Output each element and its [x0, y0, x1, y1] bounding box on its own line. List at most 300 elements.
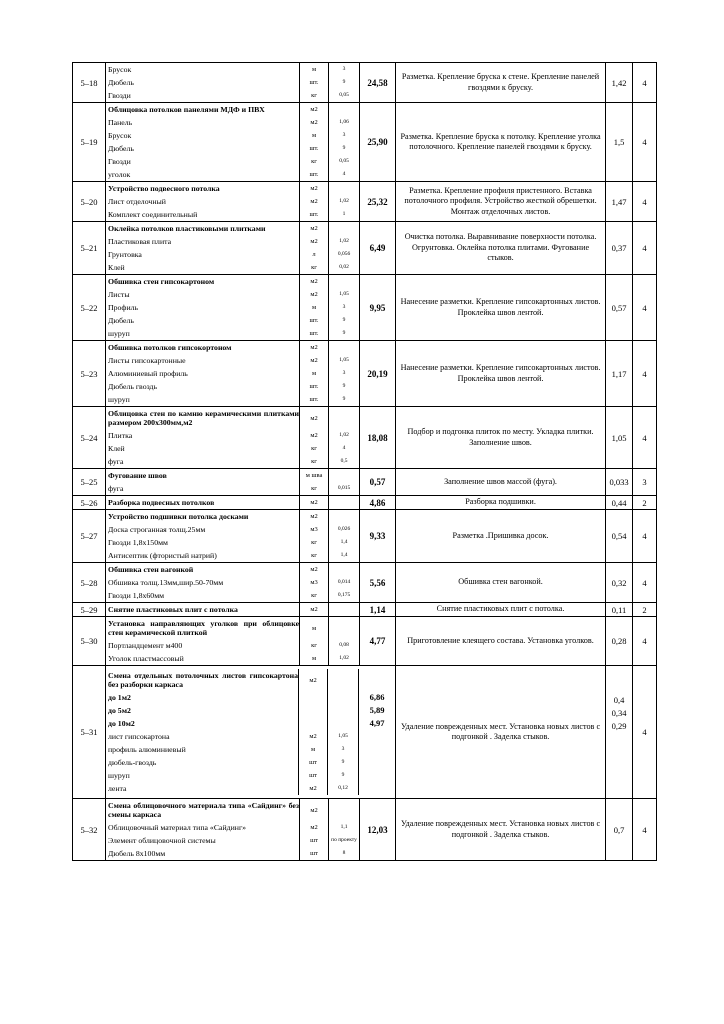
items-table	[106, 563, 359, 602]
norm-subrow	[606, 785, 632, 798]
material-qty: 0,05	[329, 155, 360, 168]
item-row	[106, 510, 359, 523]
material-qty	[328, 717, 359, 730]
material-qty	[329, 617, 360, 639]
material-unit	[299, 691, 328, 704]
item-row	[106, 769, 395, 782]
material-unit: м	[300, 129, 329, 142]
row-price: 25,32	[360, 182, 396, 222]
material-name: Дюбель	[108, 144, 134, 153]
material-qty: 1,06	[329, 116, 360, 129]
item-row	[106, 235, 359, 248]
norms-table	[72, 62, 657, 861]
row-grade: 4	[633, 617, 657, 666]
item-row	[106, 782, 395, 795]
material-name: Дюбель 8х100мм	[108, 849, 166, 858]
row-description: Снятие пластиковых плит с потолка.	[396, 603, 606, 617]
row-norm: 1,47	[606, 182, 633, 222]
table-row	[73, 617, 657, 666]
material-unit: м шва	[300, 469, 329, 482]
item-row	[106, 168, 359, 181]
table-row	[73, 341, 657, 407]
row-description: Нанесение разметки. Крепление гипсокартонных листов. Проклейка швов лентой.	[396, 341, 606, 407]
material-qty: 9	[328, 769, 359, 782]
sub-norm	[606, 759, 632, 772]
material-name: Обшивка толщ.13мм,шир.50-70мм	[108, 578, 224, 587]
row-items	[106, 63, 360, 103]
item-row	[106, 288, 359, 301]
sub-norm: 0,4	[613, 695, 625, 705]
row-description: Заполнение швов массой (фуга).	[396, 469, 606, 496]
table-row	[73, 182, 657, 222]
row-norm: 1,42	[606, 63, 633, 103]
items-table	[106, 669, 395, 795]
material-name: Алюминиевый профиль	[108, 369, 188, 378]
row-items	[106, 496, 360, 510]
row-price: 9,95	[360, 275, 396, 341]
material-unit: м	[300, 63, 329, 76]
material-unit: кг	[300, 155, 329, 168]
row-grade: 3	[633, 469, 657, 496]
row-grade: 4	[633, 222, 657, 275]
row-items	[106, 469, 360, 496]
work-title: Облицовка стен по камню керамическими плитками размером 200х300мм,м2	[108, 409, 300, 427]
material-unit: м2	[300, 195, 329, 208]
item-row	[106, 195, 359, 208]
material-unit: м2	[300, 103, 329, 116]
material-name: Брусок	[108, 131, 132, 140]
material-qty: 3	[329, 129, 360, 142]
material-qty: 0,015	[329, 482, 360, 495]
items-table	[106, 103, 359, 181]
table-row	[73, 666, 657, 799]
item-row	[106, 799, 359, 821]
items-table	[106, 603, 359, 616]
items-table	[106, 222, 359, 274]
row-grade: 4	[633, 275, 657, 341]
table-row	[73, 469, 657, 496]
material-unit	[299, 717, 328, 730]
material-unit: кг	[300, 589, 329, 602]
item-row	[106, 103, 359, 116]
material-name: Дюбель	[108, 78, 134, 87]
item-row	[106, 341, 359, 354]
material-qty	[329, 799, 360, 821]
material-unit: м2	[300, 288, 329, 301]
row-description: Разметка. Крепление бруска к стене. Крепление панелей гвоздями к бруску.	[396, 63, 606, 103]
material-unit: м	[299, 743, 328, 756]
material-name: Гвозди	[108, 157, 131, 166]
item-row	[106, 704, 395, 717]
work-title: Обшивка стен вагонкой	[108, 565, 194, 574]
material-qty	[329, 103, 360, 116]
row-description: Очистка потолка. Выравнивание поверхности потолка. Огрунтовка. Оклейка потолка плитами. Фугование стыков.	[396, 222, 606, 275]
material-qty: 0,026	[329, 523, 360, 536]
row-code: 5–32	[73, 799, 106, 861]
material-qty: 3	[329, 367, 360, 380]
material-qty: 0,175	[329, 589, 360, 602]
material-unit: шт	[300, 834, 329, 847]
row-description: Обшивка стен вагонкой.	[396, 563, 606, 603]
norm-subrow	[606, 666, 632, 694]
material-qty: 9	[329, 76, 360, 89]
material-name: Грунтовка	[108, 250, 142, 259]
row-description: Разметка. Крепление бруска к потолку. Крепление уголка потолочного. Крепление панелей гвоздями к бруску.	[396, 103, 606, 182]
item-row	[106, 301, 359, 314]
material-name: профиль алюминиевый	[108, 745, 186, 754]
material-qty: 4	[329, 168, 360, 181]
material-qty: 9	[329, 314, 360, 327]
row-code: 5–20	[73, 182, 106, 222]
item-row	[106, 275, 359, 288]
row-code: 5–19	[73, 103, 106, 182]
sub-price	[359, 782, 396, 795]
row-code: 5–23	[73, 341, 106, 407]
sub-price: 6,86	[359, 691, 396, 704]
row-items	[106, 103, 360, 182]
material-qty	[329, 563, 360, 576]
material-name: шуруп	[108, 395, 130, 404]
material-unit: м2	[299, 669, 328, 691]
item-row	[106, 469, 359, 482]
material-name: лист гипсокартона	[108, 732, 170, 741]
row-norm: 1,5	[606, 103, 633, 182]
item-row	[106, 76, 359, 89]
items-table	[106, 63, 359, 102]
items-table	[106, 275, 359, 340]
item-row	[106, 496, 359, 509]
item-row	[106, 429, 359, 442]
material-unit: м2	[300, 496, 329, 509]
material-qty: 9	[328, 756, 359, 769]
material-name: Листы	[108, 290, 130, 299]
material-qty: 3	[329, 301, 360, 314]
row-price: 20,19	[360, 341, 396, 407]
material-unit: шт.	[300, 327, 329, 340]
material-unit: м2	[300, 182, 329, 195]
row-code: 5–29	[73, 603, 106, 617]
row-grade: 4	[633, 407, 657, 469]
material-unit: м2	[300, 407, 329, 429]
material-unit: шт	[299, 756, 328, 769]
row-description: Приготовление клеящего состава. Установка уголков.	[396, 617, 606, 666]
row-items	[106, 617, 360, 666]
material-unit: кг	[300, 89, 329, 102]
work-title: Установка направляющих уголков при облицовке стен керамической плиткой	[108, 619, 300, 637]
work-title: Обшивка стен гипсокартоном	[108, 277, 215, 286]
row-norm: 0,7	[606, 799, 633, 861]
material-qty: 1,02	[329, 235, 360, 248]
material-qty	[329, 341, 360, 354]
material-name: Листы гипсокартонные	[108, 356, 186, 365]
row-norm: 0,57	[606, 275, 633, 341]
material-name: Антисептик (фтористый натрий)	[108, 551, 217, 560]
material-unit: м2	[300, 603, 329, 616]
material-qty	[329, 222, 360, 235]
material-unit: кг	[300, 639, 329, 652]
material-qty: 0,02	[329, 261, 360, 274]
row-items	[106, 666, 396, 799]
material-name: Клей	[108, 263, 125, 272]
row-grade: 4	[633, 63, 657, 103]
sub-price: 4,97	[359, 717, 396, 730]
item-row	[106, 482, 359, 495]
material-unit	[299, 704, 328, 717]
material-unit: кг	[300, 482, 329, 495]
row-items	[106, 222, 360, 275]
row-description: Нанесение разметки. Крепление гипсокартонных листов. Проклейка швов лентой.	[396, 275, 606, 341]
material-unit: м	[300, 367, 329, 380]
item-row	[106, 743, 395, 756]
item-row	[106, 327, 359, 340]
material-name: Лист отделочный	[108, 197, 166, 206]
material-name: шуруп	[108, 329, 130, 338]
item-row	[106, 182, 359, 195]
material-unit: кг	[300, 536, 329, 549]
item-row	[106, 89, 359, 102]
row-items	[106, 799, 360, 861]
material-unit: м	[300, 652, 329, 665]
row-items	[106, 182, 360, 222]
row-grade: 4	[633, 182, 657, 222]
material-name: Брусок	[108, 65, 132, 74]
material-qty	[328, 669, 359, 691]
row-code: 5–30	[73, 617, 106, 666]
material-name: Панель	[108, 118, 133, 127]
material-unit: м2	[299, 782, 328, 795]
item-row	[106, 652, 359, 665]
item-row	[106, 129, 359, 142]
material-name: Плитка	[108, 431, 133, 440]
material-qty: 1,02	[329, 429, 360, 442]
row-grade: 4	[633, 563, 657, 603]
material-name: Дюбель гвоздь	[108, 382, 158, 391]
material-unit: шт.	[300, 76, 329, 89]
material-name: лента	[108, 784, 127, 793]
row-price: 0,57	[360, 469, 396, 496]
norm-subrow	[606, 759, 632, 772]
item-row	[106, 63, 359, 76]
item-row	[106, 549, 359, 562]
material-name: шуруп	[108, 771, 130, 780]
material-qty: 1,02	[329, 195, 360, 208]
material-unit: шт.	[300, 380, 329, 393]
row-grade: 4	[633, 103, 657, 182]
item-row	[106, 639, 359, 652]
sub-price	[359, 669, 396, 691]
material-name: Комплект соединительный	[108, 210, 198, 219]
row-norm: 0,28	[606, 617, 633, 666]
material-unit: м2	[299, 730, 328, 743]
material-unit: кг	[300, 442, 329, 455]
table-row	[73, 510, 657, 563]
norm-subrow	[606, 707, 632, 720]
material-name: Доска строганная толщ.25мм	[108, 525, 206, 534]
item-row	[106, 756, 395, 769]
row-norm: 0,11	[606, 603, 633, 617]
row-code: 5–21	[73, 222, 106, 275]
items-table	[106, 496, 359, 509]
material-name: Клей	[108, 444, 125, 453]
row-items	[106, 275, 360, 341]
material-qty: 3	[328, 743, 359, 756]
norm-subrow	[606, 733, 632, 746]
material-name: до 5м2	[108, 706, 131, 715]
item-row	[106, 261, 359, 274]
sub-norm	[606, 733, 632, 746]
work-title: Обшивка потолков гипсокортоном	[108, 343, 232, 352]
item-row	[106, 155, 359, 168]
row-description: Разметка .Пришивка досок.	[396, 510, 606, 563]
row-price: 4,86	[360, 496, 396, 510]
sub-norm: 0,29	[611, 721, 627, 731]
row-grade: 2	[633, 496, 657, 510]
table-row	[73, 407, 657, 469]
work-title: Фугование швов	[108, 471, 167, 480]
item-row	[106, 142, 359, 155]
material-qty: 1,05	[329, 288, 360, 301]
material-unit: м2	[300, 821, 329, 834]
row-grade: 4	[633, 510, 657, 563]
work-title: Снятие пластиковых плит с потолка	[108, 605, 238, 614]
material-unit: м2	[300, 116, 329, 129]
item-row	[106, 717, 395, 730]
items-table	[106, 510, 359, 562]
material-name: фуга	[108, 484, 124, 493]
material-unit: шт	[299, 769, 328, 782]
material-name: до 10м2	[108, 719, 135, 728]
row-code: 5–28	[73, 563, 106, 603]
sub-norm	[606, 785, 632, 798]
row-price: 12,03	[360, 799, 396, 861]
material-unit: шт.	[300, 393, 329, 406]
material-unit: кг	[300, 261, 329, 274]
material-name: уголок	[108, 170, 131, 179]
items-table	[106, 407, 359, 468]
row-norm: 0,44	[606, 496, 633, 510]
material-name: Портландцемент м400	[108, 641, 183, 650]
material-qty: 8	[329, 847, 360, 860]
row-code: 5–18	[73, 63, 106, 103]
material-qty	[329, 603, 360, 616]
material-unit: м	[300, 301, 329, 314]
material-name: Гвозди 1,8х150мм	[108, 538, 168, 547]
row-norm: 1,05	[606, 407, 633, 469]
material-qty	[328, 691, 359, 704]
row-code: 5–27	[73, 510, 106, 563]
sub-norm: 0,34	[611, 708, 627, 718]
norm-subtable	[606, 666, 632, 798]
material-qty: 9	[329, 380, 360, 393]
material-unit: м2	[300, 341, 329, 354]
material-qty: 0,08	[329, 639, 360, 652]
material-qty: 1,1	[329, 821, 360, 834]
material-name: Облицовочный материал типа «Сайдинг»	[108, 823, 247, 832]
item-row	[106, 536, 359, 549]
row-items	[106, 510, 360, 563]
material-name: фуга	[108, 457, 124, 466]
item-row	[106, 455, 359, 468]
row-code: 5–24	[73, 407, 106, 469]
row-code: 5–26	[73, 496, 106, 510]
material-qty: 4	[329, 442, 360, 455]
work-title: Смена облицовочного материала типа «Сайдинг» без смены каркаса	[108, 801, 300, 819]
work-title: Устройство подшивки потолка досками	[108, 512, 249, 521]
item-row	[106, 380, 359, 393]
item-row	[106, 523, 359, 536]
material-qty	[329, 275, 360, 288]
item-row	[106, 603, 359, 616]
material-unit: м2	[300, 235, 329, 248]
sub-price	[359, 730, 396, 743]
sub-price	[359, 769, 396, 782]
table-row	[73, 63, 657, 103]
material-name: Элемент облицовочной системы	[108, 836, 216, 845]
material-qty: 9	[329, 327, 360, 340]
item-row	[106, 354, 359, 367]
norm-subrow	[606, 772, 632, 785]
work-title: Смена отдельных потолочных листов гипсокартона без разборки каркаса	[108, 671, 299, 689]
table-row	[73, 603, 657, 617]
material-unit: м2	[300, 222, 329, 235]
item-row	[106, 730, 395, 743]
material-qty: 1,4	[329, 549, 360, 562]
row-items	[106, 563, 360, 603]
row-norm: 0,54	[606, 510, 633, 563]
material-name: Гвозди	[108, 91, 131, 100]
row-norm: 0,32	[606, 563, 633, 603]
item-row	[106, 314, 359, 327]
work-title: Разборка подвесных потолков	[108, 498, 215, 507]
sub-norm	[606, 746, 632, 759]
item-row	[106, 589, 359, 602]
material-unit: кг	[300, 455, 329, 468]
table-row	[73, 275, 657, 341]
items-table	[106, 341, 359, 406]
norm-subrow	[606, 694, 632, 707]
material-qty: 3	[329, 63, 360, 76]
item-row	[106, 367, 359, 380]
row-grade: 4	[633, 341, 657, 407]
item-row	[106, 847, 359, 860]
material-unit: м2	[300, 510, 329, 523]
material-unit: м3	[300, 576, 329, 589]
norm-subrow	[606, 720, 632, 733]
item-row	[106, 576, 359, 589]
item-row	[106, 116, 359, 129]
material-qty: 0,05	[329, 89, 360, 102]
row-norm: 0,033	[606, 469, 633, 496]
material-qty: 1,4	[329, 536, 360, 549]
row-price: 9,33	[360, 510, 396, 563]
row-description: Разметка. Крепление профиля пристенного. Вставка потолочного профиля. Устройство жесткой обрешетки. Монтаж отделочных листов.	[396, 182, 606, 222]
item-row	[106, 563, 359, 576]
items-table	[106, 182, 359, 221]
row-norm: 1,17	[606, 341, 633, 407]
row-description: Удаление поврежденных мест. Установка новых листов с подгонкой . Заделка стыков.	[396, 666, 606, 799]
row-price: 18,08	[360, 407, 396, 469]
material-qty: 0,5	[329, 455, 360, 468]
item-row	[106, 248, 359, 261]
row-grade: 2	[633, 603, 657, 617]
material-unit: шт.	[300, 168, 329, 181]
item-row	[106, 691, 395, 704]
material-qty	[329, 496, 360, 509]
material-qty: по проекту	[329, 834, 360, 847]
item-row	[106, 617, 359, 639]
row-price: 1,14	[360, 603, 396, 617]
row-description: Подбор и подгонка плиток по месту. Укладка плитки. Заполнение швов.	[396, 407, 606, 469]
